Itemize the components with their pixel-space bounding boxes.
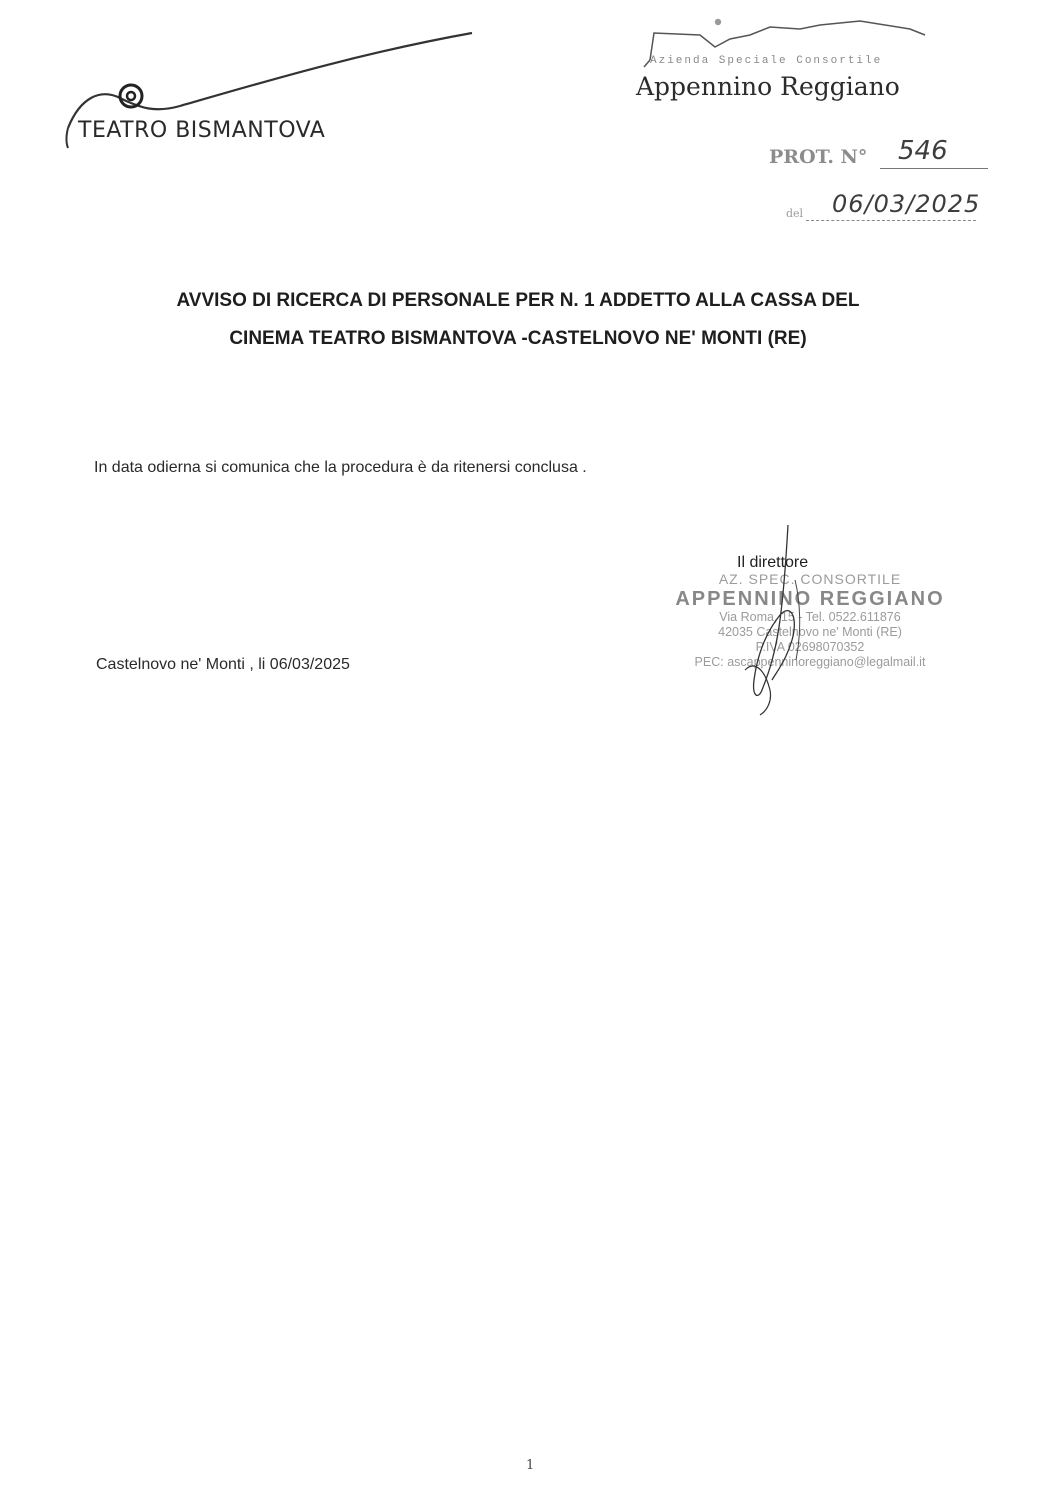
document-title-line-2: CINEMA TEATRO BISMANTOVA -CASTELNOVO NE' MONTI (RE) <box>229 328 807 349</box>
body-paragraph: In data odierna si comunica che la procedura è da ritenersi conclusa . <box>94 459 587 476</box>
logo-right-subtitle: Azienda Speciale Consortile <box>650 55 883 67</box>
document-title <box>60 282 976 358</box>
protocol-date: 06/03/2025 <box>832 190 981 218</box>
signatory-title: Il direttore <box>737 554 809 571</box>
protocol-underline <box>880 168 988 169</box>
document-title-line-1: AVVISO DI RICERCA DI PERSONALE PER N. 1 ADDETTO ALLA CASSA DEL <box>176 290 860 311</box>
page-number: 1 <box>526 1458 535 1473</box>
place-and-date: Castelnovo ne' Monti , li 06/03/2025 <box>96 656 350 673</box>
stamp-line-3: Via Roma, 15 - Tel. 0522.611876 <box>719 610 901 624</box>
stamp-line-5: P.IVA 02698070352 <box>755 640 865 654</box>
handwritten-signature <box>700 520 830 720</box>
stamp-line-1: AZ. SPEC. CONSORTILE <box>718 571 902 587</box>
stamp-line-6: PEC: ascappenninoreggiano@legalmail.it <box>694 655 926 669</box>
protocol-date-underline <box>806 220 976 221</box>
stamp-line-2: APPENNINO REGGIANO <box>675 588 945 610</box>
stamp-line-4: 42035 Castelnovo ne' Monti (RE) <box>718 625 902 639</box>
protocol-label: PROT. N° <box>769 146 868 168</box>
protocol-number: 546 <box>898 136 948 166</box>
protocol-date-label: del <box>786 207 804 220</box>
logo-right-name: Appennino Reggiano <box>636 72 900 101</box>
logo-left-name: TEATRO BISMANTOVA <box>78 118 326 143</box>
